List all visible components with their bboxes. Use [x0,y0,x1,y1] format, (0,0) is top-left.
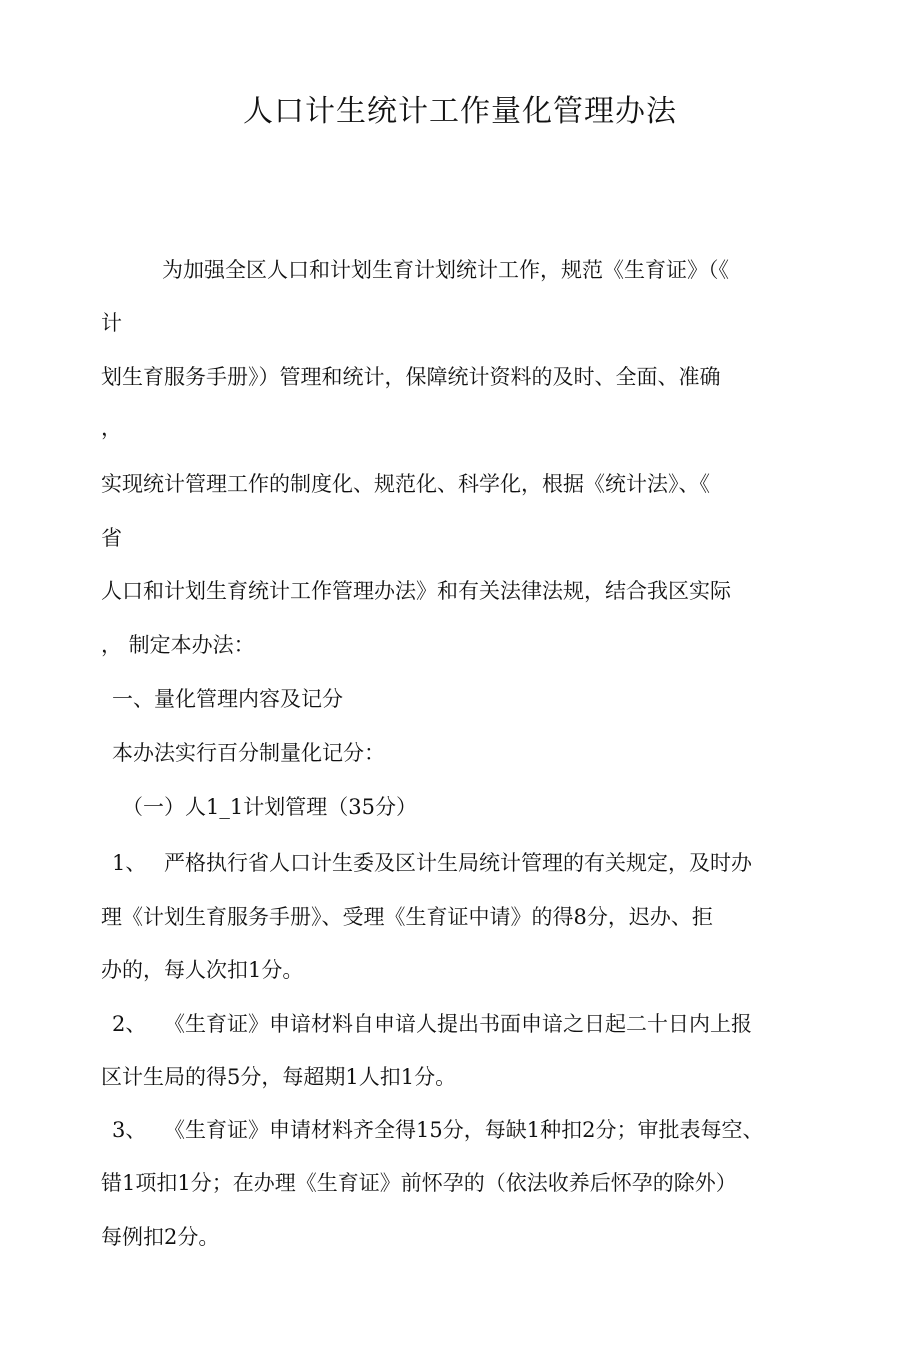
section-intro: 本办法实行百分制量化记分： [112,741,385,765]
item-number: 2、 [112,1012,147,1036]
item-number: 3、 [112,1118,147,1142]
page-title: 人口计生统计工作量化管理办法 [243,94,677,129]
item-3-line-1: 《生育证》申请材料齐全得15分，每缺1种扣2分；审批表每空、 [164,1118,764,1142]
section-heading: 一、量化管理内容及记分 [112,687,343,711]
intro-line-7: 人口和计划生育统计工作管理办法》和有关法律法规，结合我区实际 [101,579,731,603]
intro-line-4: ， [101,416,122,440]
subsection-heading: （一）人1_1计划管理（35分） [122,795,417,819]
intro-line-5: 实现统计管理工作的制度化、规范化、科学化，根据《统计法》、《 [101,472,710,496]
intro-line-6: 省 [101,526,122,550]
intro-line-2: 计 [101,311,122,335]
item-1-line-2: 理《计划生育服务手册》、受理《生育证中请》的得8分，迟办、拒 [101,905,713,929]
item-number: 1、 [112,851,147,875]
item-2-line-2: 区计生局的得5分，每超期1人扣1分。 [101,1065,457,1089]
item-3-line-3: 每例扣2分。 [101,1225,220,1249]
intro-line-1: 为加强全区人口和计划生育计划统计工作，规范《生育证》（《 [162,258,729,282]
item-1-line-3: 办的，每人次扣1分。 [101,958,304,982]
intro-line-8: ， 制定本办法： [101,633,255,657]
item-3-line-2: 错1项扣1分；在办理《生育证》前怀孕的（依法收养后怀孕的除外） [101,1171,737,1195]
item-1-line-1: 严格执行省人口计生委及区计生局统计管理的有关规定，及时办 [164,851,752,875]
intro-line-3: 划生育服务手册》）管理和统计，保障统计资料的及时、全面、准确 [101,365,721,389]
item-2-line-1: 《生育证》申谙材料自申谙人提出书面申谙之日起二十日内上报 [164,1012,752,1036]
